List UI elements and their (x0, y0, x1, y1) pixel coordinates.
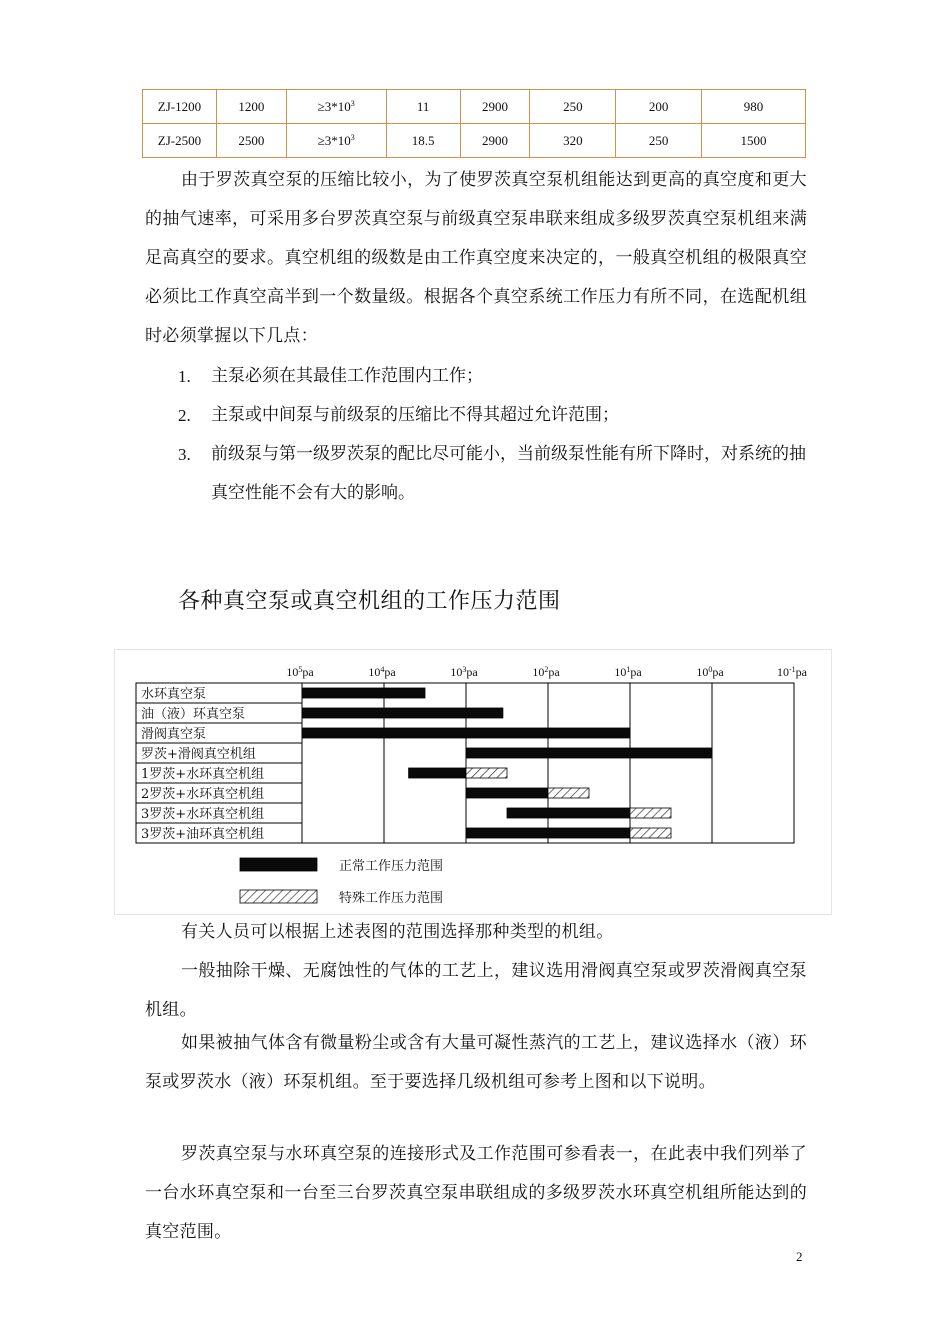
table-cell: 250 (616, 124, 702, 158)
table-row (143, 90, 806, 124)
requirement-list (178, 357, 808, 513)
legend-label: 特殊工作压力范围 (339, 891, 444, 906)
special-range-bar (466, 768, 507, 778)
pressure-range-chart (114, 649, 832, 915)
category-label: 油（液）环真空泵 (141, 707, 246, 722)
list-item: 1. 主泵必须在其最佳工作范围内工作； (178, 366, 483, 386)
table-cell: 18.5 (386, 124, 460, 158)
legend-label: 正常工作压力范围 (339, 859, 444, 874)
table-row (143, 124, 806, 158)
normal-range-bar (409, 768, 466, 778)
category-label: 1罗茨+水环真空机组 (141, 767, 265, 782)
body-paragraph: 有关人员可以根据上述表图的范围选择那种类型的机组。 (181, 922, 614, 942)
table-cell: ZJ-1200 (143, 90, 217, 124)
category-label: 水环真空泵 (141, 687, 207, 702)
normal-range-bar (302, 708, 503, 718)
table-cell: 1200 (216, 90, 286, 124)
normal-range-bar (302, 728, 630, 738)
special-range-bar (548, 788, 589, 798)
table-cell: 2500 (216, 124, 286, 158)
category-label: 滑阀真空泵 (141, 727, 207, 742)
x-tick-label: $10^2pa$ (532, 665, 560, 679)
spec-table (142, 89, 806, 158)
legend-swatch-normal (240, 858, 317, 871)
category-label: 2罗茨+水环真空机组 (141, 787, 265, 802)
table-cell: 2900 (460, 124, 530, 158)
table-cell: 320 (530, 124, 616, 158)
special-range-bar (630, 808, 671, 818)
body-paragraph: 如果被抽气体含有微量粉尘或含有大量可凝性蒸汽的工艺上，建议选择水（液）环泵或罗茨水（液）环泵机组。至于要选择几级机组可参考上图和以下说明。 (145, 1033, 807, 1092)
list-item: 2. 主泵或中间泵与前级泵的压缩比不得其超过允许范围； (178, 405, 619, 425)
normal-range-bar (466, 788, 548, 798)
category-label: 罗茨+滑阀真空机组 (141, 747, 256, 762)
legend-swatch-special (240, 890, 317, 903)
body-paragraph: 一般抽除干燥、无腐蚀性的气体的工艺上，建议选用滑阀真空泵或罗茨滑阀真空泵机组。 (145, 961, 807, 1020)
chart-svg (115, 650, 831, 914)
normal-range-bar (302, 688, 425, 698)
category-label: 3罗茨+水环真空机组 (141, 807, 265, 822)
table-cell: 11 (386, 90, 460, 124)
special-range-bar (630, 828, 671, 838)
body-paragraph: 罗茨真空泵与水环真空泵的连接形式及工作范围可参看表一，在此表中我们列举了一台水环真空泵和一台至三台罗茨真空泵串联组成的多级罗茨水环真空机组所能达到的真空范围。 (145, 1144, 807, 1242)
body-paragraph: 由于罗茨真空泵的压缩比较小，为了使罗茨真空泵机组能达到更高的真空度和更大的抽气速率，可采用多台罗茨真空泵与前级真空泵串联来组成多级罗茨真空泵机组来满足高真空的要求。真空机组的级数是由工作真空度来决定的，一般真空机组的极限真空必须比工作真空高半到一个数量级。根据各个真空系统工作压力有所不同，在选配机组时必须掌握以下几点： (145, 170, 807, 346)
list-item: 3. 前级泵与第一级罗茨泵的配比尽可能小，当前级泵性能有所下降时，对系统的抽真空性能不会有大的影响。 (178, 444, 806, 503)
table-cell: ZJ-2500 (143, 124, 217, 158)
table-cell: 250 (530, 90, 616, 124)
section-title: 各种真空泵或真空机组的工作压力范围 (178, 589, 561, 614)
table-cell: 200 (616, 90, 702, 124)
table-cell: $\ge 3*10_3$ (286, 124, 386, 158)
table-cell: 1500 (702, 124, 806, 158)
normal-range-bar (507, 808, 630, 818)
x-tick-label: $10^4pa$ (368, 665, 396, 679)
x-tick-label: $10^3pa$ (450, 665, 478, 679)
normal-range-bar (466, 828, 630, 838)
category-label: 3罗茨+油环真空机组 (141, 827, 265, 842)
table-cell: 2900 (460, 90, 530, 124)
x-tick-label: $10^5pa$ (286, 665, 314, 679)
x-tick-label: $10^0pa$ (696, 665, 724, 679)
x-tick-label: $10^{-1}pa$ (777, 665, 807, 679)
table-cell: 980 (702, 90, 806, 124)
x-tick-label: $10^1pa$ (614, 665, 642, 679)
normal-range-bar (466, 748, 712, 758)
page-number: 2 (796, 1249, 803, 1264)
table-cell: $\ge 3*10_3$ (286, 90, 386, 124)
